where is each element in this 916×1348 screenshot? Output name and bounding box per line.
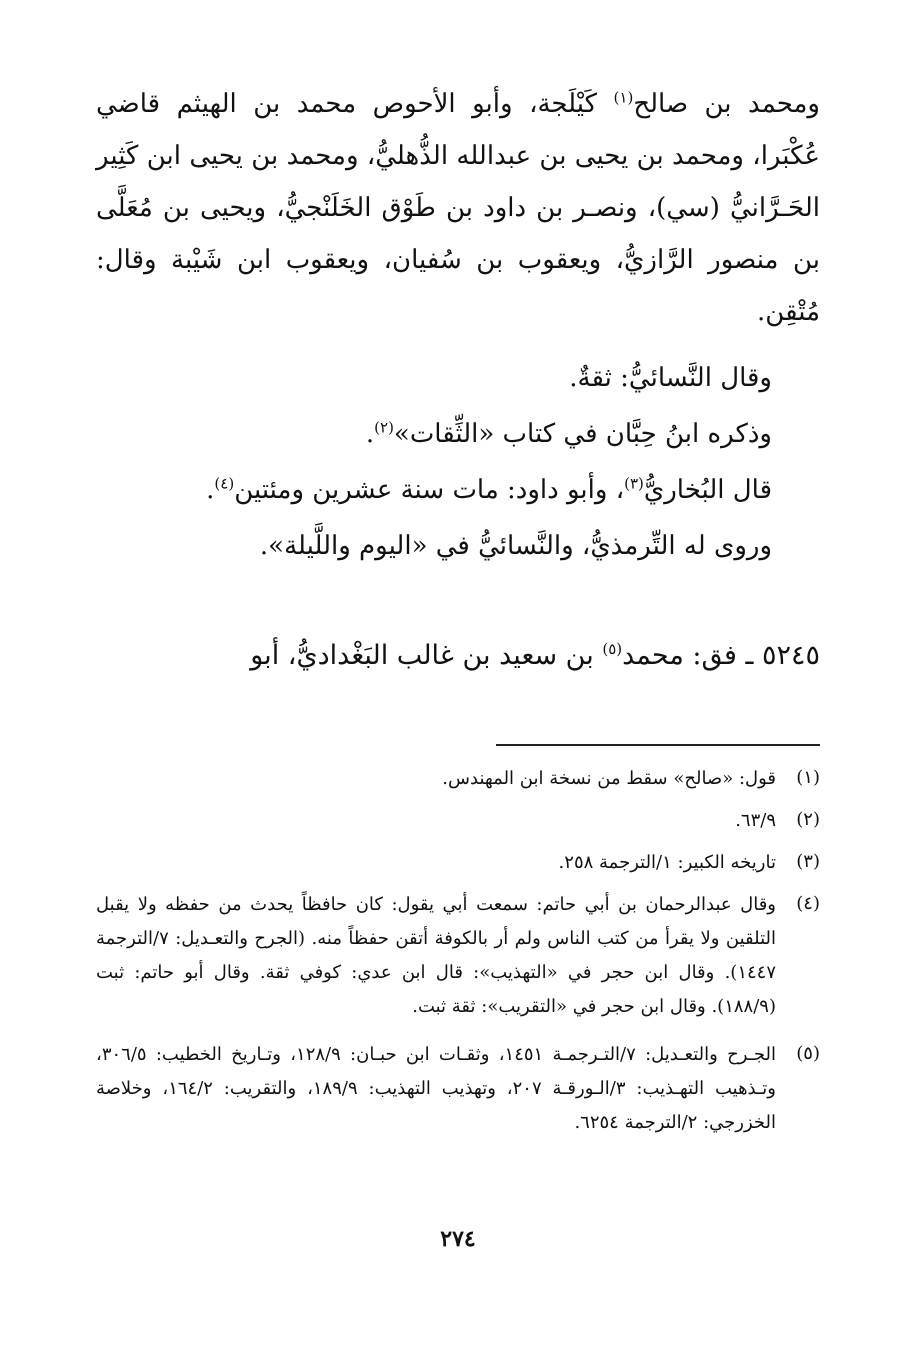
footnote-marker-3[interactable]: (٣) [624, 474, 644, 493]
footnote-divider [496, 744, 820, 746]
main-text [96, 78, 820, 574]
footnote-5 [96, 1038, 820, 1140]
footnote-marker-4[interactable]: (٤) [214, 474, 235, 493]
paragraph-text: ومحمد بن صالح$^{(١)}$ كَيْلَجة، وأبو الأحوص محمد بن الهيثم قاضي عُكْبَرا، ومحمد بن يحيى بن عبدالله الذُّهليُّ، ومحمد بن يحيى ابن كَثِير الحَـرَّانيُّ (سي)، ونصـر بن داود بن طَوْق الخَلَنْجيُّ، ويحيى بن مُعَلَّى بن منصور الرَّازيُّ، ويعقوب بن سُفيان، ويعقوب ابن شَيْبة وقال: مُتْقِن. [96, 88, 820, 327]
footnote-number: (٥) [796, 1043, 820, 1064]
footnote-2 [96, 804, 820, 838]
footnote-marker-1[interactable]: (١) [613, 88, 634, 107]
footnote-number: (٣) [796, 851, 820, 872]
footnote-text: قول: «صالح» سقط من نسخة ابن المهندس. [442, 768, 776, 789]
paragraph-students [96, 78, 820, 338]
entry-heading: ٥٢٤٥ ـ فق: محمد$^{(٥)}$ بن سعيد بن غالب البَغْداديُّ، أبو [250, 640, 820, 671]
footnote-number: (٢) [796, 809, 820, 830]
line-ibn-hibban: وذكره ابنُ حِبَّان في كتاب «الثِّقات»$^{(٢)}$. [365, 418, 772, 449]
footnote-3 [96, 846, 820, 880]
footnote-1 [96, 762, 820, 796]
line-tirmidhi: وروى له التِّرمذيُّ، والنَّسائيُّ في «اليوم واللَّيلة». [259, 531, 772, 561]
footnote-text: الجـرح والتعـديل: ٧/التـرجمـة ١٤٥١، وثقـات ابن حبـان: ١٢٨/٩، وتـاريخ الخطيب: ٣٠٦/٥، وتـذهيب التهـذيب: ٣/الـورقـة ٢٠٧، وتهذيب التهذيب: ١٨٩/٩، والتقريب: ١٦٤/٢، وخلاصة الخزرجي: ٢/الترجمة ٦٢٥٤. [96, 1044, 776, 1133]
line-nasai: وقال النَّسائيُّ: ثقةٌ. [569, 363, 772, 393]
footnote-number: (١) [796, 767, 820, 788]
footnotes [96, 762, 820, 1148]
paragraph-grading [96, 350, 772, 574]
footnote-text: وقال عبدالرحمان بن أبي حاتم: سمعت أبي يقول: كان حافظاً يحدث من حفظه ولا يقبل التلقين ولا يقرأ من كتب الناس ولم أر بالكوفة أتقن حفظاً منه. (الجرح والتعـديل: ٧/الترجمة ١٤٤٧). وقال ابن حجر في «التهذيب»: قال ابن عدي: كوفي ثقة. وقال أبو حاتم: ثبت (١٨٨/٩). وقال ابن حجر في «التقريب»: ثقة ثبت. [96, 894, 776, 1017]
page-number: ٢٧٤ [440, 1226, 476, 1252]
footnote-marker-2[interactable]: (٢) [374, 418, 394, 437]
footnote-4 [96, 888, 820, 1024]
line-bukhari: قال البُخاريُّ$^{(٣)}$، وأبو داود: مات سنة عشرين ومئتين$^{(٤)}$. [206, 474, 772, 505]
footnote-text: تاريخه الكبير: ١/الترجمة ٢٥٨. [558, 852, 776, 873]
footnote-number: (٤) [796, 893, 820, 914]
footnote-text: ٦٣/٩. [735, 810, 776, 831]
footnote-marker-5[interactable]: (٥) [602, 640, 623, 658]
